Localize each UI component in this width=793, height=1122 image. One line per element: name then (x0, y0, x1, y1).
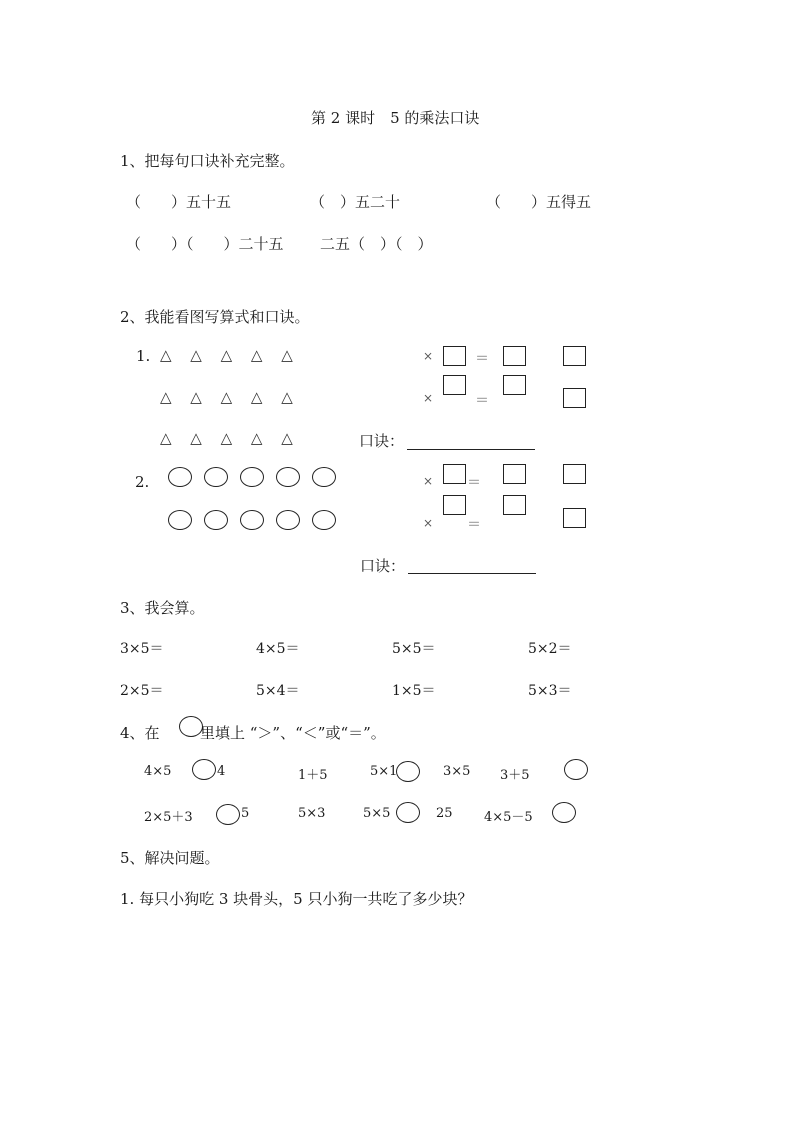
section2-heading: 2、我能看图写算式和口诀。 (120, 308, 310, 326)
answer-box[interactable] (563, 464, 586, 484)
circle-icon (168, 510, 192, 530)
calc-item[interactable]: 5×3＝ (528, 683, 572, 699)
section4-heading-pre: 4、在 (120, 724, 160, 742)
circle-icon (204, 467, 228, 487)
circle-icon (312, 467, 336, 487)
times-sign: × (423, 349, 434, 363)
compare-expr: 3×5 (443, 764, 471, 779)
word-problem-1: 1. 每只小狗吃 3 块骨头，5 只小狗一共吃了多少块？ (120, 890, 473, 908)
answer-box[interactable] (443, 346, 466, 366)
triangle-row-1: △ △ △ △ △ (160, 346, 300, 364)
calc-item[interactable]: 5×2＝ (528, 641, 572, 657)
answer-box[interactable] (443, 375, 466, 395)
circle-icon (276, 510, 300, 530)
equals-sign: ＝ (475, 351, 489, 367)
koujue-answer-line[interactable] (408, 573, 536, 574)
koujue-label: 口诀： (359, 432, 405, 450)
blank-koujue-5[interactable]: 二五（ ）（ ） (320, 235, 433, 253)
circle-icon (276, 467, 300, 487)
compare-circle[interactable] (396, 802, 420, 823)
calc-item[interactable]: 4×5＝ (256, 641, 300, 657)
compare-expr: 5×3 (298, 806, 326, 821)
compare-circle[interactable] (552, 802, 576, 823)
calc-item[interactable]: 5×4＝ (256, 683, 300, 699)
calc-item[interactable]: 1×5＝ (392, 683, 436, 699)
equals-sign: ＝ (467, 475, 481, 491)
compare-expr: 1＋5 (298, 768, 328, 783)
blank-koujue-4[interactable]: （ ）（ ）二十五 (126, 235, 284, 253)
answer-box[interactable] (563, 388, 586, 408)
item1-label: 1. (136, 347, 151, 365)
equals-sign: ＝ (467, 517, 481, 533)
compare-expr: 4×5－5 (484, 810, 533, 825)
circle-icon (312, 510, 336, 530)
compare-circle[interactable] (216, 804, 240, 825)
section5-heading: 5、解决问题。 (120, 849, 220, 867)
compare-expr: 5 (241, 806, 250, 821)
compare-expr: 3＋5 (500, 768, 530, 783)
compare-expr: 4×5 (144, 764, 172, 779)
answer-box[interactable] (443, 495, 466, 515)
compare-circle[interactable] (396, 761, 420, 782)
answer-box[interactable] (503, 495, 526, 515)
answer-box[interactable] (503, 375, 526, 395)
blank-koujue-2[interactable]: （ ）五二十 (310, 193, 401, 211)
koujue-answer-line[interactable] (407, 449, 535, 450)
calc-item[interactable]: 3×5＝ (120, 641, 164, 657)
calc-item[interactable]: 2×5＝ (120, 683, 164, 699)
compare-expr: 5×5 (363, 806, 391, 821)
circle-icon (168, 467, 192, 487)
circle-icon (240, 467, 264, 487)
times-sign: × (423, 516, 434, 530)
answer-box[interactable] (503, 464, 526, 484)
section4-heading-post: 里填上 “＞”、“＜”或“＝”。 (200, 724, 386, 742)
compare-expr: 5×1 (370, 764, 398, 779)
answer-box[interactable] (503, 346, 526, 366)
answer-box[interactable] (563, 346, 586, 366)
compare-expr: 25 (436, 806, 453, 821)
compare-circle[interactable] (192, 759, 216, 780)
compare-circle[interactable] (564, 759, 588, 780)
triangle-row-3: △ △ △ △ △ (160, 429, 300, 447)
answer-box[interactable] (563, 508, 586, 528)
times-sign: × (423, 391, 434, 405)
compare-expr: 2×5＋3 (144, 810, 193, 825)
circle-icon (204, 510, 228, 530)
compare-expr: 4 (217, 764, 226, 779)
answer-box[interactable] (443, 464, 466, 484)
equals-sign: ＝ (475, 393, 489, 409)
calc-item[interactable]: 5×5＝ (392, 641, 436, 657)
times-sign: × (423, 474, 434, 488)
circle-icon (240, 510, 264, 530)
koujue-label: 口诀： (360, 557, 406, 575)
blank-koujue-1[interactable]: （ ）五十五 (126, 193, 232, 211)
item2-label: 2. (135, 473, 150, 491)
section3-heading: 3、我会算。 (120, 599, 205, 617)
blank-koujue-3[interactable]: （ ）五得五 (486, 193, 592, 211)
triangle-row-2: △ △ △ △ △ (160, 388, 300, 406)
section1-heading: 1、把每句口诀补充完整。 (120, 152, 295, 170)
page-title: 第 2 课时 5 的乘法口诀 (311, 109, 480, 127)
